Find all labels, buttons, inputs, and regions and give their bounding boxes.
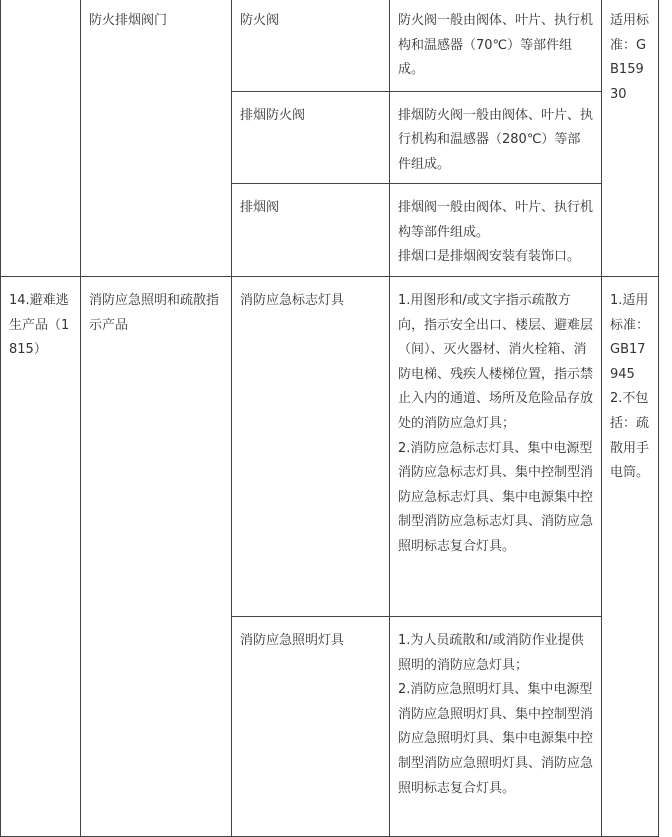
description-cell [390, 91, 602, 184]
description-line: 排烟防火阀一般由阀体、叶片、执行机构和温感器（280℃）等部件组成。 [398, 107, 594, 172]
notes-cell [602, 277, 659, 837]
notes-line: 适用标准：GB15930 [610, 13, 650, 102]
table-row [1, 0, 659, 91]
description-line: 排烟阀一般由阀体、叶片、执行机构等部件组成。 [398, 200, 594, 240]
notes-line: 1.适用标准：GB17945 [610, 293, 650, 382]
description-line: 防火阀一般由阀体、叶片、执行机构和温感器（70℃）等部件组成。 [398, 13, 594, 78]
category-cell: 14.避难逃生产品（1815） [1, 277, 81, 837]
description-line: 2.消防应急照明灯具、集中电源型消防应急照明灯具、集中控制型消防应急照明灯具、集中电源集中控制型消防应急照明灯具、消防应急照明标志复合灯具。 [398, 682, 594, 796]
description-cell [390, 184, 602, 277]
notes-cell [602, 0, 659, 277]
description-cell [390, 617, 602, 837]
description-cell [390, 0, 602, 91]
product-cell: 消防应急标志灯具 [232, 277, 390, 617]
subcategory-cell: 消防应急照明和疏散指示产品 [81, 277, 232, 837]
category-cell [1, 0, 81, 277]
description-line: 1.用图形和/或文字指示疏散方向，指示安全出口、楼层、避难层（间）、灭火器材、消火栓箱、消防电梯、残疾人楼梯位置，指示禁止入内的通道、场所及危险品存放处的消防应急灯具； [398, 293, 594, 432]
product-cell: 消防应急照明灯具 [232, 617, 390, 837]
subcategory-cell: 防火排烟阀门 [81, 0, 232, 277]
product-cell: 防火阀 [232, 0, 390, 91]
description-line: 2.消防应急标志灯具、集中电源型消防应急标志灯具、集中控制型消防应急标志灯具、集中电源集中控制型消防应急标志灯具、消防应急照明标志复合灯具。 [398, 440, 594, 554]
notes-line: 2.不包括：疏散用手电筒。 [610, 391, 650, 481]
table-row [1, 277, 659, 617]
product-cell: 排烟阀 [232, 184, 390, 277]
product-cell: 排烟防火阀 [232, 91, 390, 184]
description-line: 1.为人员疏散和/或消防作业提供照明的消防应急灯具； [398, 633, 584, 673]
description-cell [390, 277, 602, 617]
description-line: 排烟口是排烟阀安装有装饰口。 [398, 249, 581, 265]
